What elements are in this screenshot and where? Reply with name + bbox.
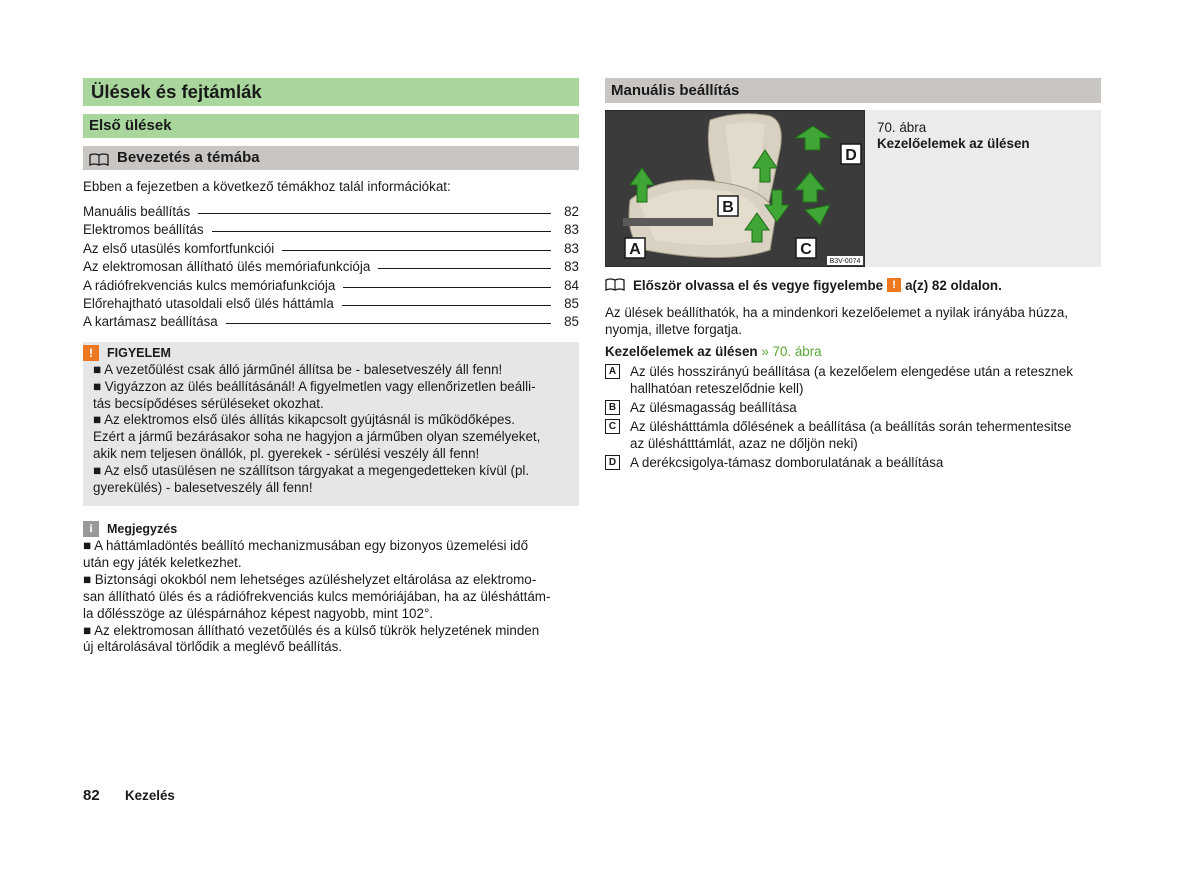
list-item — [605, 418, 1101, 452]
toc-page: 82 — [564, 204, 579, 219]
warning-icon: ! — [887, 278, 901, 292]
control-text: az üléshátttámlát, azaz ne dőljön neki) — [630, 436, 858, 451]
toc-leader-line — [198, 213, 551, 214]
toc-label: Manuális beállítás — [83, 204, 191, 219]
note-line: új eltárolásával törlődik a meglévő beállítás. — [83, 639, 343, 655]
figure-label-c-text: C — [800, 241, 812, 258]
read-first-link[interactable]: a(z) 82 oldalon. — [905, 277, 1002, 293]
intro-heading — [83, 146, 579, 170]
intro-text: Ebben a fejezetben a következő témákhoz talál információkat: — [83, 179, 451, 194]
section-title: Első ülések — [83, 114, 579, 138]
list-item — [605, 454, 1101, 471]
seat-figure — [605, 110, 865, 267]
warning-title: FIGYELEM — [107, 345, 171, 360]
right-section-heading: Manuális beállítás — [605, 78, 1101, 103]
toc-leader-line — [282, 250, 551, 251]
toc-row[interactable] — [83, 278, 579, 296]
control-letter: B — [605, 400, 620, 415]
left-column — [83, 78, 579, 656]
figure-label-B — [718, 196, 738, 216]
toc-row[interactable] — [83, 314, 579, 332]
warning-header — [83, 344, 579, 362]
figure-number: 70. ábra — [877, 120, 927, 135]
controls-heading — [605, 344, 1101, 361]
figure-label-a-text: A — [629, 241, 641, 258]
toc-leader-line — [378, 268, 551, 269]
warning-line: Ezért a jármű bezárásakor soha ne hagyjon a járműben olyan személyeket, — [93, 429, 541, 445]
toc-row[interactable] — [83, 222, 579, 240]
figure-block — [605, 110, 1101, 267]
toc-page: 83 — [564, 259, 579, 275]
intro-paragraph — [605, 304, 1101, 338]
toc-label: Az elektromosan állítható ülés memóriafunkciója — [83, 259, 371, 275]
toc-page: 83 — [564, 222, 579, 238]
warning-icon: ! — [83, 345, 99, 361]
note-title: Megjegyzés — [107, 521, 178, 536]
control-letter: A — [605, 364, 620, 379]
warning-line: ■ A vezetőülést csak álló járműnél állítsa be - balesetveszély áll fenn! — [93, 361, 503, 377]
warning-line: akik nem teljesen önállók, pl. gyerekek - sérülési veszély áll fenn! — [93, 446, 480, 462]
paragraph-line: Az ülések beállíthatók, ha a mindenkori kezelőelemet a nyilak irányába húzza, — [605, 305, 1068, 320]
table-of-contents — [83, 204, 579, 333]
paragraph-line: nyomja, illetve forgatja. — [605, 322, 742, 337]
toc-label: Az első utasülés komfortfunkciói — [83, 240, 275, 256]
toc-leader-line — [212, 231, 551, 232]
toc-row[interactable] — [83, 296, 579, 314]
warning-box — [83, 342, 579, 506]
note-line: ■ Az elektromosan állítható vezetőülés és a külső tükrök helyzetének minden — [83, 622, 540, 638]
control-text: Az ülés hosszirányú beállítása (a kezelőelem elengedése után a retesznek — [630, 364, 1073, 379]
control-letter: C — [605, 419, 620, 434]
control-letter: D — [605, 455, 620, 470]
warning-line: tás becsípődéses sérüléseket okozhat. — [93, 395, 324, 411]
figure-caption — [865, 110, 1030, 267]
figure-label-D — [841, 144, 861, 164]
footer-section-label: Kezelés — [125, 788, 175, 803]
warning-body — [83, 362, 579, 497]
list-item — [605, 363, 1101, 397]
page-number: 82 — [83, 787, 100, 804]
read-first-notice — [605, 276, 1101, 294]
controls-label: Kezelőelemek az ülésen — [605, 344, 758, 359]
note-line: ■ Biztonsági okokból nem lehetséges azüléshelyzet eltárolása az elektromo- — [83, 571, 537, 587]
note-line: ■ A háttámladöntés beállító mechanizmusában egy bizonyos üzemelési idő — [83, 537, 529, 553]
open-book-icon — [89, 151, 109, 165]
toc-page: 83 — [564, 240, 579, 256]
list-item — [605, 399, 1101, 416]
warning-line: gyerekülés) - balesetveszély áll fenn! — [93, 480, 313, 496]
toc-label: A rádiófrekvenciás kulcs memóriafunkciója — [83, 277, 336, 293]
note-header — [83, 520, 579, 538]
seat-illustration — [605, 110, 865, 267]
open-book-icon — [605, 278, 625, 292]
warning-line: ■ Vigyázzon az ülés beállításánál! A figyelmetlen vagy ellenőrizetlen beálli- — [93, 378, 536, 394]
toc-row[interactable] — [83, 259, 579, 277]
control-text: Az üléshátttámla dőlésének a beállítása (a beállítás során tehermentesitse — [630, 419, 1072, 434]
figure-label-d-text: D — [845, 147, 857, 164]
figure-reference-link[interactable]: » 70. ábra — [761, 344, 822, 359]
toc-row[interactable] — [83, 241, 579, 259]
note-box — [83, 520, 579, 656]
note-line: la dőlésszöge az üléspárnához képest nagyobb, mint 102°. — [83, 605, 434, 621]
read-first-text: Először olvassa el és vegye figyelembe — [633, 277, 884, 293]
controls-list — [605, 363, 1101, 471]
figure-label-b-text: B — [722, 199, 734, 216]
toc-leader-line — [226, 323, 551, 324]
figure-label-C — [796, 238, 816, 258]
toc-leader-line — [343, 287, 551, 288]
toc-label: A kartámasz beállítása — [83, 314, 218, 330]
right-column — [605, 78, 1101, 473]
figure-label-A — [625, 238, 645, 258]
toc-row[interactable] — [83, 204, 579, 222]
toc-page: 85 — [564, 295, 579, 311]
figure-code: B3V-0074 — [829, 258, 861, 265]
toc-page: 84 — [564, 277, 579, 293]
control-text: A derékcsigolya-támasz domborulatának a beállítása — [630, 455, 944, 470]
warning-line: ■ Az elektromos első ülés állítás kikapcsolt gyújtásnál is működőképes. — [93, 412, 515, 428]
toc-leader-line — [342, 305, 551, 306]
figure-title: Kezelőelemek az ülésen — [877, 136, 1030, 151]
control-text: hallhatóan reteszelődnie kell) — [630, 381, 804, 396]
warning-line: ■ Az első utasülésen ne szállítson tárgyakat a megengedetteken kívül (pl. — [93, 463, 530, 479]
page-footer — [83, 787, 175, 804]
chapter-title: Ülések és fejtámlák — [83, 78, 579, 106]
control-text: Az ülésmagasság beállítása — [630, 400, 797, 415]
intro-heading-text: Bevezetés a témába — [117, 149, 260, 166]
toc-label: Elektromos beállítás — [83, 222, 204, 238]
note-line: után egy játék keletkezhet. — [83, 554, 242, 570]
toc-label: Előrehajtható utasoldali első ülés háttámla — [83, 295, 334, 311]
note-body — [83, 538, 579, 656]
toc-page: 85 — [564, 314, 579, 330]
note-line: san állítható ülés és a rádiófrekvenciás kulcs memóriájában, ha az ülésháttám- — [83, 588, 551, 604]
info-icon: i — [83, 521, 99, 537]
